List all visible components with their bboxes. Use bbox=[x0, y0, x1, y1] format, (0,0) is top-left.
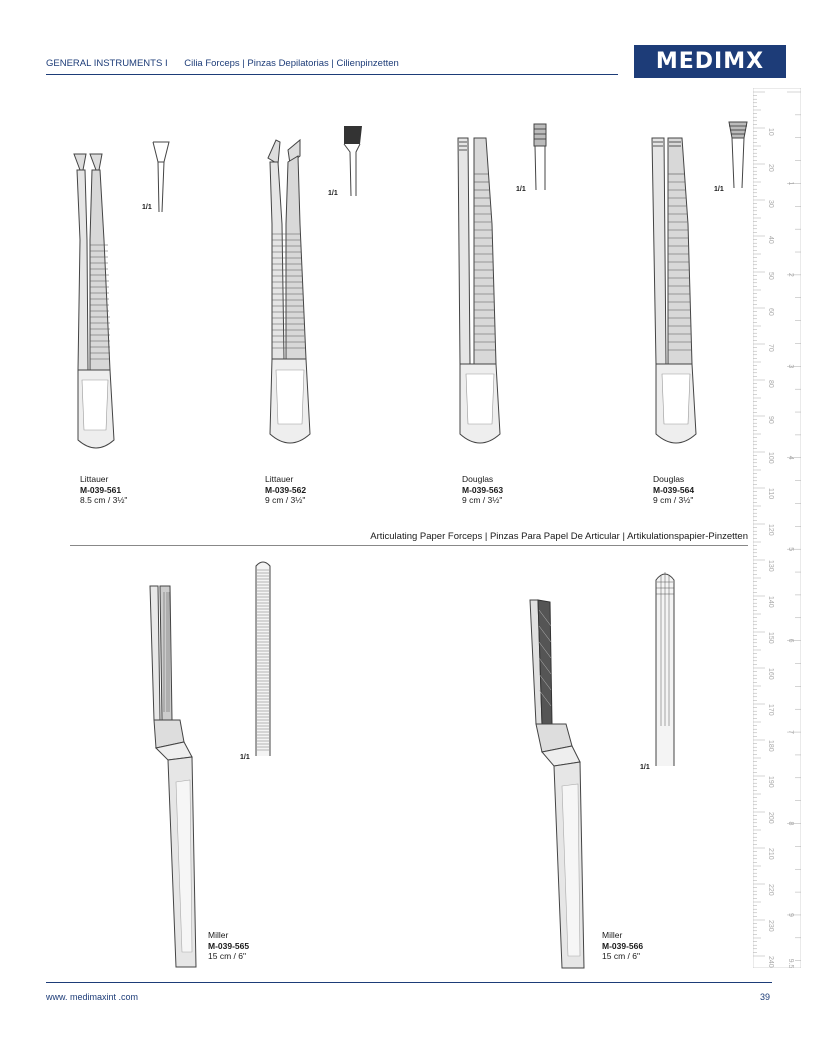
ruler-mm-label: 190 bbox=[767, 776, 774, 788]
ruler-inch-label: 7 bbox=[787, 730, 794, 734]
ruler-mm-label: 20 bbox=[767, 164, 774, 172]
ruler-mm-label: 170 bbox=[767, 704, 774, 716]
ruler-inch-label: 6 bbox=[787, 638, 794, 643]
product-label-562 bbox=[265, 474, 306, 506]
ruler-mm-label: 60 bbox=[767, 308, 774, 316]
forceps-douglas-563-illustration bbox=[452, 134, 512, 454]
product-name: Miller bbox=[208, 930, 229, 940]
ruler-mm-label: 10 bbox=[767, 128, 774, 136]
ruler-mm-label: 220 bbox=[767, 884, 774, 896]
product-label-564 bbox=[653, 474, 694, 506]
scale-label: 1/1 bbox=[714, 186, 724, 193]
tip-detail-562 bbox=[340, 122, 366, 202]
forceps-douglas-564-illustration bbox=[648, 134, 708, 454]
forceps-littauer-561-illustration bbox=[68, 150, 128, 460]
product-name: Littauer bbox=[80, 474, 109, 484]
ruler-mm-label: 200 bbox=[767, 812, 774, 824]
product-size: 9 cm / 3½" bbox=[265, 495, 306, 505]
ruler-mm-label: 40 bbox=[767, 236, 774, 244]
ruler-mm-label: 240 bbox=[767, 956, 774, 968]
section-title: GENERAL INSTRUMENTS I bbox=[46, 58, 168, 69]
product-label-561 bbox=[80, 474, 127, 506]
ruler-mm-label: 100 bbox=[767, 452, 774, 464]
product-label-565 bbox=[208, 930, 249, 962]
scale-label: 1/1 bbox=[640, 764, 650, 771]
product-code: M-039-566 bbox=[602, 940, 644, 951]
ruler-inch-label: 9.5 bbox=[787, 958, 794, 968]
ruler-mm-label: 180 bbox=[767, 740, 774, 752]
product-label-563 bbox=[462, 474, 503, 506]
page-header bbox=[46, 58, 399, 69]
ruler-inch-label: 5 bbox=[787, 547, 794, 552]
product-name: Douglas bbox=[653, 474, 685, 484]
product-name: Douglas bbox=[462, 474, 494, 484]
ruler-mm-label: 90 bbox=[767, 416, 774, 424]
ruler-inch-label: 8 bbox=[787, 821, 794, 826]
tip-detail-563 bbox=[530, 120, 552, 194]
tip-detail-561 bbox=[150, 138, 172, 218]
ruler-inch-label: 2 bbox=[787, 272, 794, 277]
scale-label: 1/1 bbox=[240, 754, 250, 761]
scale-label: 1/1 bbox=[328, 190, 338, 197]
header-divider bbox=[46, 74, 618, 75]
ruler-mm-label: 120 bbox=[767, 524, 774, 536]
ruler-mm-label: 50 bbox=[767, 272, 774, 280]
product-name: Miller bbox=[602, 930, 623, 940]
ruler-mm-label: 130 bbox=[767, 560, 774, 572]
forceps-littauer-562-illustration bbox=[262, 134, 322, 454]
product-name: Littauer bbox=[265, 474, 294, 484]
ruler-mm-label: 30 bbox=[767, 200, 774, 208]
scale-label: 1/1 bbox=[142, 204, 152, 211]
tip-detail-565 bbox=[252, 556, 274, 760]
product-size: 9 cm / 3½" bbox=[653, 495, 694, 505]
product-code: M-039-563 bbox=[462, 484, 504, 495]
ruler-mm-label: 110 bbox=[767, 488, 774, 500]
product-size: 15 cm / 6" bbox=[602, 951, 640, 961]
ruler-inch-label: 3 bbox=[787, 364, 794, 369]
brand-logo: MEDIMX bbox=[634, 45, 786, 78]
ruler-mm-label: 140 bbox=[767, 596, 774, 608]
ruler-inch-label: 9 bbox=[787, 912, 794, 917]
forceps-miller-565-illustration bbox=[140, 582, 210, 974]
measurement-ruler bbox=[753, 88, 801, 968]
ruler-mm-label: 210 bbox=[767, 848, 774, 860]
ruler-mm-label: 150 bbox=[767, 632, 774, 644]
scale-label: 1/1 bbox=[516, 186, 526, 193]
footer-website: www. medimaxint .com bbox=[46, 992, 139, 1002]
ruler-inch-label: 1 bbox=[787, 181, 794, 186]
page-number: 39 bbox=[760, 992, 771, 1002]
product-size: 8.5 cm / 3½" bbox=[80, 495, 128, 505]
section-divider bbox=[70, 545, 748, 546]
product-size: 15 cm / 6" bbox=[208, 951, 246, 961]
product-code: M-039-564 bbox=[653, 484, 695, 495]
header-subtitle: Cilia Forceps | Pinzas Depilatorias | Cilienpinzetten bbox=[184, 58, 399, 69]
footer-divider bbox=[46, 982, 772, 983]
product-code: M-039-565 bbox=[208, 940, 250, 951]
tip-detail-566 bbox=[652, 566, 678, 770]
product-code: M-039-561 bbox=[80, 484, 122, 495]
tip-detail-564 bbox=[726, 118, 752, 194]
product-code: M-039-562 bbox=[265, 484, 307, 495]
ruler-mm-label: 80 bbox=[767, 380, 774, 388]
ruler-mm-label: 160 bbox=[767, 668, 774, 680]
ruler-mm-label: 230 bbox=[767, 920, 774, 932]
ruler-mm-label: 70 bbox=[767, 344, 774, 352]
product-label-566 bbox=[602, 930, 643, 962]
ruler-inch-label: 4 bbox=[787, 455, 794, 460]
forceps-miller-566-illustration bbox=[526, 596, 596, 976]
section-title-articulating: Articulating Paper Forceps | Pinzas Para Papel De Articular | Artikulationspapier-Pinzetten bbox=[370, 531, 748, 542]
product-size: 9 cm / 3½" bbox=[462, 495, 503, 505]
